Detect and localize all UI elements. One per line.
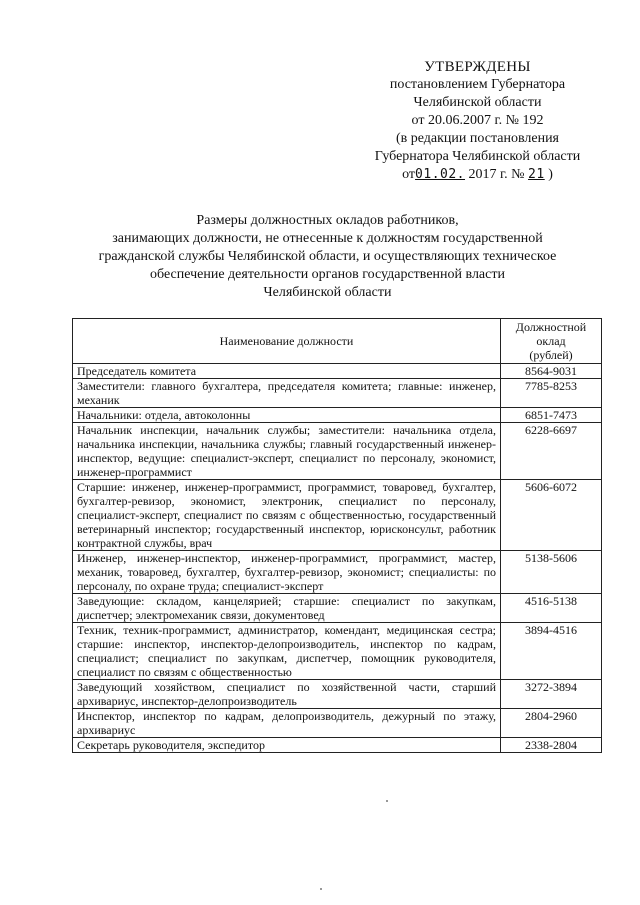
table-row [73,623,602,680]
title-line-2: занимающих должности, не отнесенные к должностям государственной [112,231,543,246]
amendment-date-line [350,166,605,184]
table-header-row [73,319,602,364]
position-cell: Заведующий хозяйством, специалист по хозяйственной части, старший архивариус, инспектор-делопроизводитель [73,680,501,709]
salary-cell: 6851-7473 [501,408,602,423]
table-row [73,680,602,709]
table-row [73,480,602,551]
salary-cell: 5138-5606 [501,551,602,594]
approval-line-3: от 20.06.2007 г. № 192 [411,113,544,128]
approval-block [350,58,605,184]
position-cell: Председатель комитета [73,364,501,379]
table-row [73,551,602,594]
scan-speck [386,800,388,802]
table-row [73,379,602,408]
date-prefix: от [402,167,416,182]
salary-cell: 6228-6697 [501,423,602,480]
scan-speck [320,888,322,890]
handwritten-date: 01.02. [415,167,466,182]
position-cell: Секретарь руководителя, экспедитор [73,738,501,753]
table-row [73,364,602,379]
salary-header-line-1: Должностной [515,320,587,334]
table-row [73,408,602,423]
column-header-position: Наименование должности [73,319,501,364]
handwritten-number: 21 [528,167,545,182]
date-middle: 2017 г. № [465,167,529,182]
approval-line-2: Челябинской области [413,95,542,110]
approval-line-5: Губернатора Челябинской области [374,149,581,164]
salary-cell: 2338-2804 [501,738,602,753]
table-row [73,709,602,738]
position-cell: Заведующие: складом, канцелярией; старшие: специалист по закупкам, диспетчер; электромеханик связи, документовед [73,594,501,623]
table-row [73,423,602,480]
position-cell: Инспектор, инспектор по кадрам, делопроизводитель, дежурный по этажу, архивариус [73,709,501,738]
title-line-4: обеспечение деятельности органов государственной власти [150,267,505,282]
salary-cell: 3272-3894 [501,680,602,709]
document-title [60,212,595,302]
position-cell: Инженер, инженер-инспектор, инженер-программист, программист, мастер, механик, товаровед, бухгалтер, бухгалтер-ревизор, экономист; специалисты: по персоналу, по охране труда; специалист-эксперт [73,551,501,594]
approval-line-1: постановлением Губернатора [389,77,566,92]
salary-cell: 5606-6072 [501,480,602,551]
position-cell: Начальник инспекции, начальник службы; заместители: начальника отдела, начальника инспекции, начальника службы; главный государственный инженер-инспектор, ведущие: специалист-эксперт, специалист по персоналу, экономист, инженер-программист [73,423,501,480]
salary-cell: 7785-8253 [501,379,602,408]
position-cell: Начальники: отдела, автоколонны [73,408,501,423]
title-line-5: Челябинской области [263,285,392,300]
salary-header-line-2: оклад [536,334,566,348]
table-row [73,738,602,753]
salary-cell: 3894-4516 [501,623,602,680]
position-cell: Старшие: инженер, инженер-программист, программист, товаровед, бухгалтер, бухгалтер-ревизор, экономист, электроник, специалист по персоналу, специалист-эксперт, специалист по связям с общественностью, государственный ветеринарный инспектор; государственный инспектор, юрисконсульт, работник контрактной службы, врач [73,480,501,551]
title-line-1: Размеры должностных окладов работников, [196,213,459,228]
approval-line-4: (в редакции постановления [395,131,560,146]
salary-header-line-3: (рублей) [529,348,573,362]
position-cell: Заместители: главного бухгалтера, председателя комитета; главные: инженер, механик [73,379,501,408]
date-suffix: ) [544,167,553,182]
title-line-3: гражданской службы Челябинской области, и осуществляющих техническое [98,249,557,264]
salary-cell: 2804-2960 [501,709,602,738]
salary-cell: 4516-5138 [501,594,602,623]
column-header-salary [501,319,602,364]
table-row [73,594,602,623]
salary-cell: 8564-9031 [501,364,602,379]
salary-table [72,318,602,753]
position-cell: Техник, техник-программист, администратор, комендант, медицинская сестра; старшие: инспектор, инспектор-делопроизводитель, инспектор по кадрам, специалист; специалист по закупкам, диспетчер, помощник руководителя, специалист по связям с общественностью [73,623,501,680]
approval-heading: УТВЕРЖДЕНЫ [424,59,531,75]
